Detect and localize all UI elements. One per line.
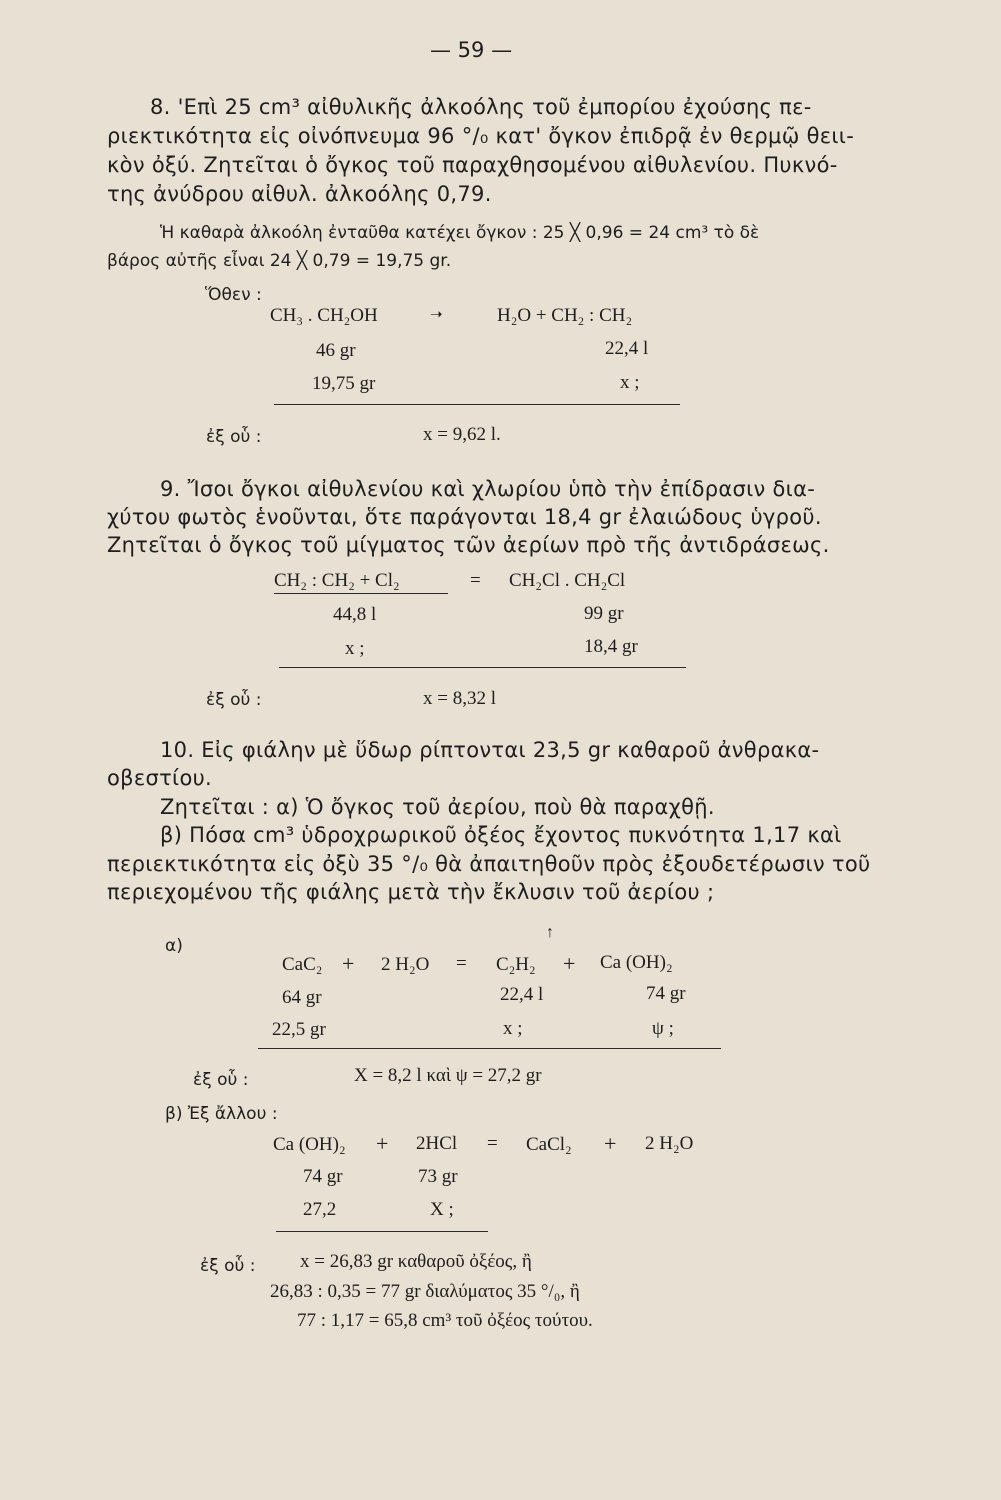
- problem-8-line-3: κὸν ὀξύ. Ζητεῖται ὁ ὄγκος τοῦ παραχθησομένου αἰθυλενίου. Πυκνό-: [107, 153, 838, 177]
- part-b-eq-equals: =: [487, 1133, 498, 1154]
- part-b-divider: [276, 1231, 488, 1232]
- problem-9-equation-equals: =: [470, 570, 481, 591]
- part-a-label: α): [165, 936, 183, 956]
- part-b-ratio-2-a: 27,2: [303, 1199, 337, 1220]
- part-a-ex-ou: ἐξ οὗ :: [193, 1070, 249, 1090]
- part-b-eq-cacl2: CaCl₂: [526, 1134, 572, 1155]
- problem-8-line-1: 8. 'Επὶ 25 cm³ αἰθυλικῆς ἀλκοόλης τοῦ ἐμπορίου ἐχούσης πε-: [150, 95, 812, 119]
- problem-10-question-a: Ζητεῖται : α) Ὁ ὄγκος τοῦ ἀερίου, ποὺ θὰ παραχθῇ.: [160, 795, 715, 819]
- problem-9-line-1: 9. Ἴσοι ὄγκοι αἰθυλενίου καὶ χλωρίου ὑπὸ τὴν ἐπίδρασιν δια-: [160, 477, 816, 501]
- part-a-eq-equals: =: [456, 953, 467, 974]
- part-a-eq-cac2: CaC₂: [282, 954, 323, 975]
- part-b-ex-ou: ἐξ οὗ :: [200, 1256, 256, 1276]
- problem-9-line-2: χύτου φωτὸς ἑνοῦνται, ὅτε παράγονται 18,4 gr ἐλαιώδους ὑγροῦ.: [107, 505, 822, 529]
- part-a-ratio-1-b: 22,4 l: [500, 984, 544, 1005]
- part-b-ratio-1-a: 74 gr: [303, 1166, 343, 1187]
- page-number: — 59 —: [430, 38, 513, 62]
- problem-8-solution-line-2: βάρος αὐτῆς εἶναι 24 ╳ 0,79 = 19,75 gr.: [107, 251, 452, 271]
- problem-9-ratio-right-1: 99 gr: [584, 603, 624, 624]
- part-a-ratio-1-c: 74 gr: [646, 983, 686, 1004]
- problem-8-result: x = 9,62 l.: [423, 424, 501, 445]
- part-b-eq-hcl: 2HCl: [416, 1133, 458, 1154]
- problem-9-ex-ou: ἐξ οὗ :: [206, 690, 262, 710]
- part-b-eq-calcium-hydroxide: Ca (OH)₂: [273, 1134, 346, 1155]
- problem-8-solution-line-1: Ἡ καθαρὰ ἀλκοόλη ἐνταῦθα κατέχει ὄγκον : 25 ╳ 0,96 = 24 cm³ τὸ δὲ: [160, 223, 760, 243]
- problem-8-divider: [274, 404, 680, 405]
- part-b-eq-water: 2 H₂O: [645, 1133, 694, 1154]
- part-a-ratio-2-c: ψ ;: [652, 1018, 674, 1039]
- problem-9-result: x = 8,32 l: [423, 688, 496, 709]
- part-a-eq-calcium-hydroxide: Ca (OH)₂: [600, 952, 673, 973]
- part-a-result: X = 8,2 l καὶ ψ = 27,2 gr: [354, 1065, 542, 1086]
- part-a-eq-plus-2: +: [563, 951, 576, 976]
- problem-9-line-3: Ζητεῖται ὁ ὄγκος τοῦ μίγματος τῶν ἀερίων πρὸ τῆς ἀντιδράσεως.: [107, 533, 830, 557]
- part-a-ratio-1-a: 64 gr: [282, 987, 322, 1008]
- problem-10-line-2: οβεστίου.: [107, 766, 213, 790]
- problem-9-ratio-left-1: 44,8 l: [333, 604, 377, 625]
- part-a-ratio-2-a: 22,5 gr: [272, 1019, 326, 1040]
- problem-10-question-b-line-3: περιεχομένου τῆς φιάλης μετὰ τὴν ἔκλυσιν τοῦ ἀερίου ;: [107, 880, 715, 904]
- problem-8-othen: Ὅθεν :: [205, 285, 262, 305]
- problem-9-ratio-left-2: x ;: [345, 638, 365, 659]
- problem-10-line-1: 10. Εἰς φιάλην μὲ ὕδωρ ρίπτονται 23,5 gr καθαροῦ ἀνθρακα-: [160, 738, 820, 762]
- part-b-eq-plus-2: +: [604, 1131, 617, 1156]
- part-b-ratio-2-b: X ;: [430, 1199, 454, 1220]
- problem-8-equation-arrow: ➝: [430, 307, 443, 323]
- problem-8-ratio-left-2: 19,75 gr: [312, 373, 376, 394]
- part-a-eq-water: 2 H₂O: [381, 954, 430, 975]
- part-b-result-3: 77 : 1,17 = 65,8 cm³ τοῦ ὀξέος τούτου.: [297, 1310, 593, 1331]
- part-b-eq-plus-1: +: [376, 1131, 389, 1156]
- problem-8-ratio-right-1: 22,4 l: [605, 338, 649, 359]
- problem-8-ratio-right-2: x ;: [620, 372, 640, 393]
- part-b-label: β) Ἐξ ἄλλου :: [165, 1104, 278, 1124]
- problem-9-equation-right: CH₂Cl . CH₂Cl: [509, 570, 626, 591]
- part-b-ratio-1-b: 73 gr: [418, 1166, 458, 1187]
- part-a-divider: [258, 1048, 721, 1049]
- problem-9-equation-underline: [274, 593, 448, 594]
- problem-8-line-4: της ἀνύδρου αἰθυλ. ἀλκοόλης 0,79.: [107, 182, 492, 206]
- problem-9-ratio-right-2: 18,4 gr: [584, 636, 638, 657]
- problem-8-ex-ou: ἐξ οὗ :: [206, 427, 262, 447]
- problem-8-equation-left: CH₃ . CH₂OH: [270, 305, 378, 326]
- part-b-result-1: x = 26,83 gr καθαροῦ ὀξέος, ἢ: [300, 1251, 532, 1272]
- problem-9-equation-left: CH₂ : CH₂ + Cl₂: [274, 570, 400, 591]
- problem-8-ratio-left-1: 46 gr: [316, 340, 356, 361]
- problem-10-question-b-line-1: β) Πόσα cm³ ὑδροχρωρικοῦ ὀξέος ἔχοντος πυκνότητα 1,17 καὶ: [160, 823, 842, 847]
- problem-8-line-2: ριεκτικότητα εἰς οἰνόπνευμα 96 °/₀ κατ' ὄγκον ἐπιδρᾷ ἐν θερμῷ θειι-: [107, 124, 855, 148]
- problem-10-question-b-line-2: περιεκτικότητα εἰς ὀξὺ 35 °/₀ θὰ ἀπαιτηθοῦν πρὸς ἐξουδετέρωσιν τοῦ: [107, 852, 871, 876]
- part-a-eq-plus-1: +: [342, 951, 355, 976]
- problem-9-divider: [279, 667, 686, 668]
- part-b-result-2: 26,83 : 0,35 = 77 gr διαλύματος 35 °/₀, ἢ: [270, 1281, 580, 1302]
- problem-8-equation-right: H₂O + CH₂ : CH₂: [497, 305, 633, 326]
- part-a-ratio-2-b: x ;: [503, 1018, 523, 1039]
- gas-evolution-arrow-icon: ↑: [546, 924, 554, 941]
- part-a-eq-acetylene: C₂H₂: [496, 954, 536, 975]
